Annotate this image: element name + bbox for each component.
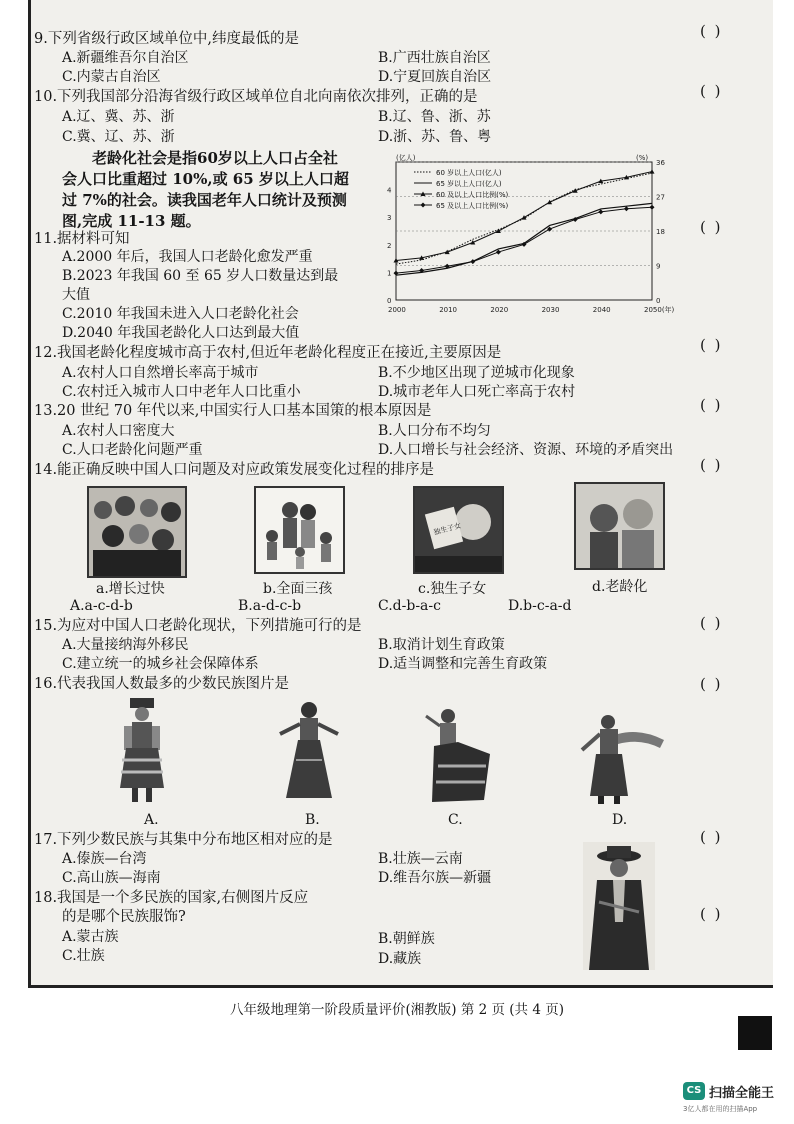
q17-option-c: C.高山族—海南 xyxy=(62,870,161,886)
q15-answer-paren: ( ) xyxy=(700,614,723,632)
page-footer: 八年级地理第一阶段质量评价(湘教版) 第 2 页 (共 4 页) xyxy=(230,1002,564,1018)
q13-stem: 13.20 世纪 70 年代以来,中国实行人口基本国策的根本原因是 xyxy=(34,403,432,419)
q13-option-b: B.人口分布不均匀 xyxy=(378,423,491,439)
q15-option-d: D.适当调整和完善生育政策 xyxy=(378,656,548,672)
costume-a-figure xyxy=(112,696,172,804)
q14-option-b: B.a-d-c-b xyxy=(238,598,302,614)
costume-c-figure xyxy=(424,706,494,804)
family-picture xyxy=(254,486,345,574)
q9-option-b: B.广西壮族自治区 xyxy=(378,50,491,66)
q13-option-d: D.人口增长与社会经济、资源、环境的矛盾突出 xyxy=(378,442,674,458)
q9-answer-paren: ( ) xyxy=(700,22,723,40)
q10-option-b: B.辽、鲁、浙、苏 xyxy=(378,109,491,125)
right-tick-label: 27 xyxy=(656,193,665,202)
q11-answer-paren: ( ) xyxy=(700,218,723,236)
q14-caption-b: b.全面三孩 xyxy=(263,581,333,597)
elderly-picture xyxy=(574,482,665,570)
scanner-app-name: 扫描全能王 xyxy=(709,1086,775,1101)
x-tick-label: 2020 xyxy=(490,306,509,314)
registration-mark xyxy=(738,1016,772,1050)
legend-label: 65 岁以上人口(亿人) xyxy=(436,180,502,188)
q10-option-a: A.辽、冀、苏、浙 xyxy=(62,109,175,125)
x-tick-label: 2040 xyxy=(592,306,611,314)
left-tick-label: 1 xyxy=(387,269,392,278)
intro-line-3: 过 7%的社会。读我国老年人口统计及预测 xyxy=(62,191,347,209)
q16-label-b: B. xyxy=(305,812,320,828)
q14-caption-c: c.独生子女 xyxy=(418,581,487,597)
right-axis-unit: (%) xyxy=(636,154,649,162)
q14-option-a: A.a-c-d-b xyxy=(70,598,133,614)
q11-option-b: B.2023 年我国 60 至 65 岁人口数量达到最 xyxy=(62,268,339,284)
x-tick-label: 2030 xyxy=(541,306,560,314)
family-illustration xyxy=(256,488,343,572)
legend-marker-diamond xyxy=(421,203,426,208)
q17-answer-paren: ( ) xyxy=(700,828,723,846)
q15-option-a: A.大量接纳海外移民 xyxy=(62,637,189,653)
q14-stem: 14.能正确反映中国人口问题及对应政策发展变化过程的排序是 xyxy=(34,462,435,478)
series-line xyxy=(396,203,652,275)
intro-line-2: 会人口比重超过 10%,或 65 岁以上人口超 xyxy=(62,170,349,188)
q14-option-d: D.b-c-a-d xyxy=(508,598,572,614)
q15-option-c: C.建立统一的城乡社会保障体系 xyxy=(62,656,259,672)
q17-option-b: B.壮族—云南 xyxy=(378,851,463,867)
q11-option-d: D.2040 年我国老龄化人口达到最大值 xyxy=(62,325,300,341)
crowd-picture xyxy=(87,486,187,578)
q17-option-a: A.傣族—台湾 xyxy=(62,851,147,867)
aging-population-chart xyxy=(380,150,690,325)
q14-caption-a: a.增长过快 xyxy=(96,581,165,597)
series-point-diamond xyxy=(624,206,629,211)
poster-sign-text: 独生子女 xyxy=(432,521,462,537)
right-tick-label: 9 xyxy=(656,262,661,271)
q12-stem: 12.我国老龄化程度城市高于农村,但近年老龄化程度正在接近,主要原因是 xyxy=(34,345,502,361)
q12-option-a: A.农村人口自然增长率高于城市 xyxy=(62,365,259,381)
right-tick-label: 18 xyxy=(656,228,665,236)
q11-option-a: A.2000 年后，我国人口老龄化愈发严重 xyxy=(62,249,313,265)
intro-line-4: 图,完成 11-13 题。 xyxy=(62,212,201,230)
q15-option-b: B.取消计划生育政策 xyxy=(378,637,505,653)
q14-caption-d: d.老龄化 xyxy=(592,579,648,595)
q18-stem-line2: 的是哪个民族服饰? xyxy=(62,909,186,925)
intro-line-1: 老龄化社会是指60岁以上人口占全社 xyxy=(92,149,338,167)
q9-option-c: C.内蒙古自治区 xyxy=(62,69,161,85)
q11-option-c: C.2010 年我国未进入人口老龄化社会 xyxy=(62,306,299,322)
q16-answer-paren: ( ) xyxy=(700,675,723,693)
scanner-app-tagline: 3亿人都在用的扫描App xyxy=(683,1105,758,1113)
series-point-diamond xyxy=(650,205,655,210)
q12-option-d: D.城市老年人口死亡率高于农村 xyxy=(378,384,576,400)
left-tick-label: 2 xyxy=(387,241,392,250)
q10-option-c: C.冀、辽、苏、浙 xyxy=(62,129,175,145)
q18-costume-photo xyxy=(583,842,655,970)
q11-stem: 11.据材料可知 xyxy=(34,231,130,247)
q13-option-a: A.农村人口密度大 xyxy=(62,423,175,439)
x-tick-label: 2050(年) xyxy=(644,306,675,314)
costume-d-figure xyxy=(570,712,666,804)
legend-label: 60 及以上人口比例(%) xyxy=(436,191,509,199)
q18-option-d: D.藏族 xyxy=(378,951,422,967)
q12-option-c: C.农村迁入城市人口中老年人口比重小 xyxy=(62,384,301,400)
legend-label: 65 及以上人口比例(%) xyxy=(436,202,509,210)
q18-option-c: C.壮族 xyxy=(62,948,105,964)
costume-b-figure xyxy=(276,700,342,804)
q12-option-b: B.不少地区出现了逆城市化现象 xyxy=(378,365,575,381)
left-axis-unit: (亿人) xyxy=(396,154,416,162)
q16-label-a: A. xyxy=(144,812,159,828)
elderly-illustration xyxy=(576,484,663,568)
q13-answer-paren: ( ) xyxy=(700,396,723,414)
q14-option-c: C.d-b-a-c xyxy=(378,598,441,614)
q18-option-b: B.朝鲜族 xyxy=(378,931,435,947)
legend-label: 60 岁以上人口(亿人) xyxy=(436,169,502,177)
q17-stem: 17.下列少数民族与其集中分布地区相对应的是 xyxy=(34,832,333,848)
series-point-triangle xyxy=(650,169,655,174)
left-tick-label: 0 xyxy=(387,297,392,305)
q18-option-a: A.蒙古族 xyxy=(62,929,119,945)
q12-answer-paren: ( ) xyxy=(700,336,723,354)
q10-stem: 10.下列我国部分沿海省级行政区域单位自北向南依次排列，正确的是 xyxy=(34,89,478,105)
x-tick-label: 2010 xyxy=(439,306,458,314)
q11-option-b-cont: 大值 xyxy=(62,287,90,303)
q13-option-c: C.人口老龄化问题严重 xyxy=(62,442,203,458)
q16-stem: 16.代表我国人数最多的少数民族图片是 xyxy=(34,676,290,692)
left-tick-label: 3 xyxy=(387,214,392,223)
q17-option-d: D.维吾尔族—新疆 xyxy=(378,870,492,886)
q9-stem: 9.下列省级行政区域单位中,纬度最低的是 xyxy=(34,31,299,47)
x-tick-label: 2000 xyxy=(388,306,406,314)
q15-stem: 15.为应对中国人口老龄化现状，下列措施可行的是 xyxy=(34,618,362,634)
q14-answer-paren: ( ) xyxy=(700,456,723,474)
q9-option-a: A.新疆维吾尔自治区 xyxy=(62,50,189,66)
one-child-poster-picture xyxy=(413,486,504,574)
q16-label-d: D. xyxy=(612,812,628,828)
crowd-illustration xyxy=(89,488,185,576)
q10-answer-paren: ( ) xyxy=(700,82,723,100)
q16-label-c: C. xyxy=(448,812,463,828)
right-tick-label: 0 xyxy=(656,297,661,305)
q10-option-d: D.浙、苏、鲁、粤 xyxy=(378,129,492,145)
q18-stem-line1: 18.我国是一个多民族的国家,右侧图片反应 xyxy=(34,890,309,906)
cs-logo-icon: CS xyxy=(683,1082,705,1100)
q18-answer-paren: ( ) xyxy=(700,905,723,923)
right-tick-label: 36 xyxy=(656,159,665,167)
one-child-poster-illustration xyxy=(415,488,502,572)
left-tick-label: 4 xyxy=(387,186,392,195)
aging-intro-passage xyxy=(62,148,382,232)
q9-option-d: D.宁夏回族自治区 xyxy=(378,69,492,85)
